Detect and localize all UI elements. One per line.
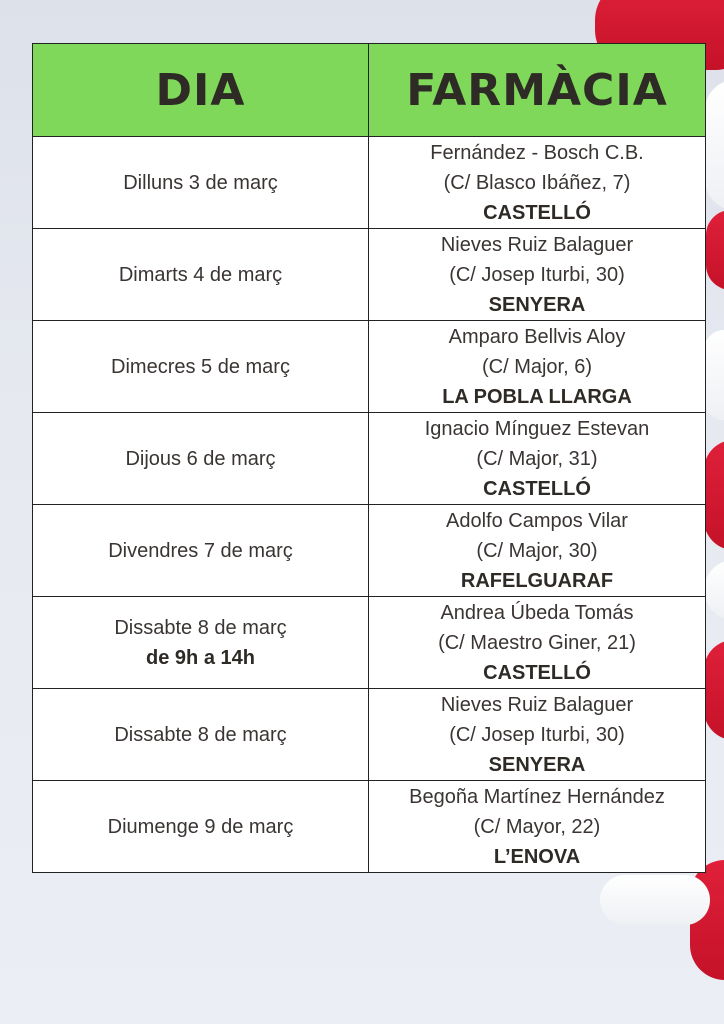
pharmacy-town: L’ENOVA (493, 845, 581, 868)
pharmacy-name: Amparo Bellvis Aloy (448, 325, 626, 348)
pharmacy-name: Nieves Ruiz Balaguer (440, 693, 634, 716)
pharmacy-address: (C/ Major, 30) (476, 539, 598, 562)
pharmacy-cell (369, 321, 706, 413)
pharmacy-cell (369, 781, 706, 873)
capsule-white (705, 80, 724, 210)
day-label: Diumenge 9 de març (107, 815, 294, 838)
pharmacy-cell (369, 229, 706, 321)
table-row (33, 413, 706, 505)
pharmacy-town: SENYERA (488, 753, 586, 776)
day-cell (33, 137, 369, 229)
day-cell (33, 229, 369, 321)
day-label: Dimarts 4 de març (118, 263, 283, 286)
table-row (33, 689, 706, 781)
pharmacy-name: Adolfo Campos Vilar (446, 509, 628, 532)
pharmacy-town: CASTELLÓ (483, 661, 591, 684)
pharmacy-cell (369, 689, 706, 781)
capsule-white (704, 560, 724, 620)
day-label: Dissabte 8 de març (114, 723, 287, 746)
pharmacy-address: (C/ Blasco Ibáñez, 7) (443, 171, 631, 194)
day-cell (33, 689, 369, 781)
day-cell (33, 781, 369, 873)
table-row (33, 321, 706, 413)
table-row (33, 505, 706, 597)
pharmacy-town: RAFELGUARAF (460, 569, 614, 592)
day-cell (33, 597, 369, 689)
pharmacy-cell (369, 137, 706, 229)
pharmacy-cell (369, 505, 706, 597)
day-cell (33, 413, 369, 505)
capsule-white (704, 330, 724, 420)
pharmacy-cell (369, 597, 706, 689)
pharmacy-cell (369, 413, 706, 505)
pharmacy-name: Nieves Ruiz Balaguer (440, 233, 634, 256)
pharmacy-address: (C/ Mayor, 22) (473, 815, 601, 838)
pharmacy-town: CASTELLÓ (483, 201, 591, 224)
header-day: DIA (33, 44, 369, 137)
pharmacy-address: (C/ Major, 6) (481, 355, 593, 378)
day-cell (33, 321, 369, 413)
pharmacy-town: SENYERA (488, 293, 586, 316)
pharmacy-name: Ignacio Mínguez Estevan (424, 417, 650, 440)
pharmacy-schedule-table (32, 43, 706, 873)
pharmacy-town: CASTELLÓ (483, 477, 591, 500)
day-label: Dimecres 5 de març (111, 355, 290, 378)
table-row (33, 137, 706, 229)
capsule-red (704, 440, 724, 550)
day-label: Divendres 7 de març (108, 539, 293, 562)
table-row (33, 781, 706, 873)
day-label: Dijous 6 de març (125, 447, 276, 470)
pharmacy-address: (C/ Josep Iturbi, 30) (449, 723, 625, 746)
pharmacy-town: LA POBLA LLARGA (442, 385, 632, 408)
table-row (33, 229, 706, 321)
pharmacy-address: (C/ Major, 31) (476, 447, 598, 470)
pharmacy-name: Fernández - Bosch C.B. (430, 141, 644, 164)
pharmacy-name: Begoña Martínez Hernández (409, 785, 665, 808)
day-label: Dissabte 8 de març (114, 616, 287, 639)
capsule-white (600, 875, 710, 925)
capsule-red (706, 210, 724, 290)
table-row (33, 597, 706, 689)
table-header-row (33, 44, 706, 137)
pharmacy-address: (C/ Josep Iturbi, 30) (449, 263, 625, 286)
day-hours-note: de 9h a 14h (146, 646, 255, 669)
day-label: Dilluns 3 de març (123, 171, 278, 194)
capsule-red (704, 640, 724, 740)
header-pharmacy: FARMÀCIA (369, 44, 706, 137)
pharmacy-name: Andrea Úbeda Tomás (440, 601, 634, 624)
pharmacy-address: (C/ Maestro Giner, 21) (438, 631, 636, 654)
day-cell (33, 505, 369, 597)
